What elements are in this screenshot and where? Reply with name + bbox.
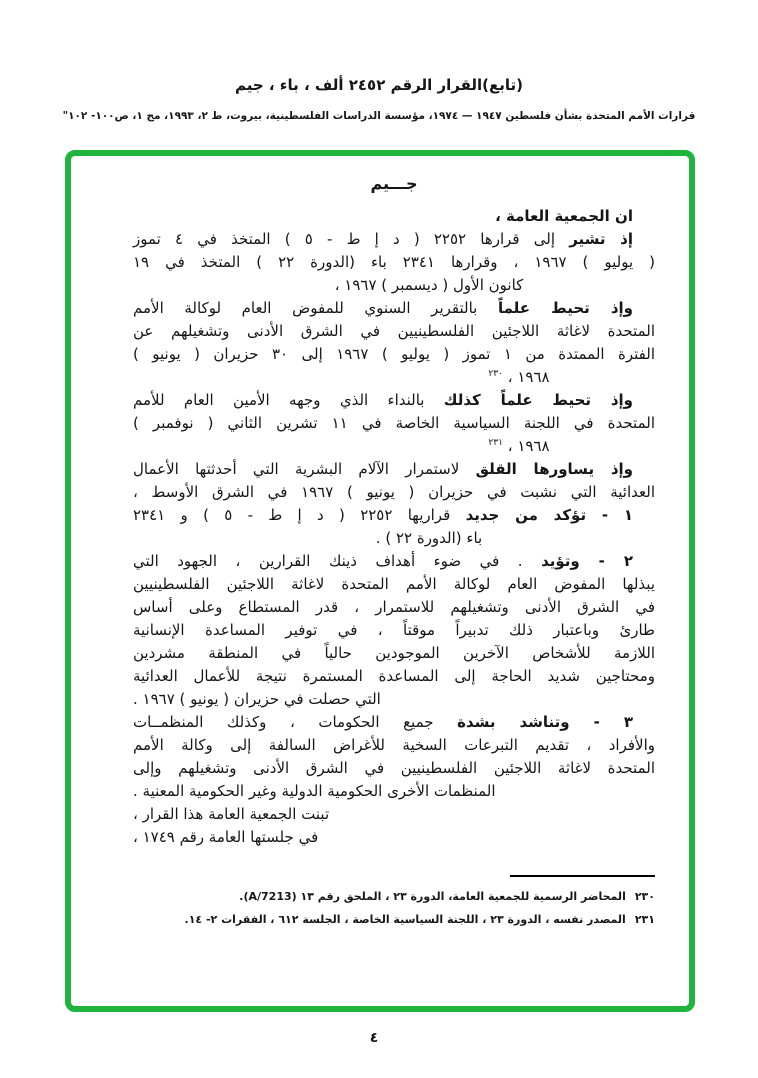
adoption-meeting-line: في جلستها العامة رقم ١٧٤٩ ،: [133, 828, 319, 846]
highlight-frame: [65, 150, 695, 1012]
body-line: ١ - تؤكد من جديد قراريها ٢٢٥٢ ( د إ ط - ٥ ) و ٢٣٤١: [133, 506, 633, 524]
body-line: ومحتاجين شديد الحاجة إلى المساعدة المستمرة نتيجة للأعمال العدائية: [133, 667, 655, 685]
body-line: ان الجمعية العامة ،: [495, 207, 633, 225]
footnote-number: ٢٣٠: [634, 890, 655, 903]
section-heading: جـــيم: [370, 174, 418, 193]
body-line: طارئ وباعتبار ذلك تدبيراً موقتاً ، في توفير المساعدة الإنسانية: [133, 621, 655, 639]
body-line: يبذلها المفوض العام لوكالة الأمم المتحدة لاغاثة اللاجئين الفلسطينيين: [133, 575, 655, 593]
body-line: وإذ تحيط علماً كذلك بالنداء الذي وجهه الأمين العام للأمم: [133, 391, 633, 409]
body-line: كانون الأول ( ديسمبر ) ١٩٦٧ ،: [334, 276, 524, 294]
footnote-number: ٢٣١: [634, 913, 655, 926]
footnote-text: المصدر نفسه ، الدورة ٢٣ ، اللجنة السياسية الخاصة ، الجلسة ٦١٢ ، الفقرات ٢- ١٤.: [184, 913, 626, 926]
body-line: التي حصلت في حزيران ( يونيو ) ١٩٦٧ .: [133, 690, 381, 708]
body-line: المتحدة لاغاثة اللاجئين الفلسطينيين في الشرق الأدنى وتشغيلهم وإلى: [133, 759, 655, 777]
footnote-231: [133, 908, 655, 931]
body-line: المنظمات الأخرى الحكومية الدولية وغير الحكومية المعنية .: [133, 782, 496, 800]
body-line: ١٩٦٨ ، $^{٢٣١}$: [488, 437, 550, 455]
body-line: العدائية التي نشبت في حزيران ( يونيو ) ١٩٦٧ في الشرق الأوسط ،: [133, 483, 655, 501]
body-line: الفترة الممتدة من ١ تموز ( يوليو ) ١٩٦٧ إلى ٣٠ حزيران ( يونيو ): [133, 345, 655, 363]
footnote-ref-231: ٢٣١: [488, 438, 503, 448]
page-number: ٤: [369, 1030, 379, 1046]
footnote-text: المحاضر الرسمية للجمعية العامة، الدورة ٢٣ ، الملحق رقم ١٣ (A/7213).: [239, 890, 626, 903]
footnotes-block: [133, 875, 655, 931]
body-line: ( يوليو ) ١٩٦٧ ، وقرارها ٢٣٤١ باء (الدورة ٢٢ ) المتخذ في ١٩: [133, 253, 655, 271]
body-line: إذ تشير إلى قرارها ٢٢٥٢ ( د إ ط - ٥ ) المتخذ في ٤ تموز: [133, 230, 634, 248]
body-line: المتحدة لاغاثة اللاجئين الفلسطينيين في الشرق الأدنى وتشغيلهم عن: [133, 322, 655, 340]
document-title: (تابع)القرار الرقم ٢٤٥٢ ألف ، باء ، جيم: [234, 76, 524, 94]
body-line: وإذ تحيط علماً بالتقرير السنوي للمفوض العام لوكالة الأمم: [133, 299, 634, 317]
body-line: وإذ يساورها القلق لاستمرار الآلام البشرية التي أحدثتها الأعمال: [133, 460, 633, 478]
body-line: اللازمة للأشخاص الآخرين الموجودين حالياً في المنطقة مشردين: [133, 644, 655, 662]
footnote-230: [133, 885, 655, 908]
body-line: ٢ - وتؤيد . في ضوء أهداف ذينك القرارين ، الجهود التي: [133, 552, 634, 570]
body-line: والأفراد ، تقديم التبرعات السخية للأغراض السالفة إلى وكالة الأمم: [133, 736, 655, 754]
footnote-ref-230: ٢٣٠: [488, 369, 503, 379]
body-line: باء (الدورة ٢٢ ) .: [375, 529, 483, 547]
resolution-body: [71, 156, 689, 931]
footnote-separator: [510, 875, 655, 877]
body-line: المتحدة في اللجنة السياسية الخاصة في ١١ تشرين الثاني ( نوفمبر ): [133, 414, 655, 432]
body-line: ٣ - وتناشد بشدة جميع الحكومات ، وكذلك المنظمــات: [133, 713, 634, 731]
body-line: في الشرق الأدنى وتشغيلهم للاستمرار ، قدر المستطاع وعلى أساس: [133, 598, 655, 616]
document-source-citation: قرارات الأمم المتحدة بشأن فلسطين ١٩٤٧ — ١٩٧٤، مؤسسة الدراسات الفلسطينية، بيروت، ط ٢، ١٩٩٣، مج ١، ص١٠٠- ١٠٢": [62, 110, 696, 122]
body-line: ١٩٦٨ ، $^{٢٣٠}$: [488, 368, 550, 386]
adoption-line: تبنت الجمعية العامة هذا القرار ،: [133, 805, 330, 823]
